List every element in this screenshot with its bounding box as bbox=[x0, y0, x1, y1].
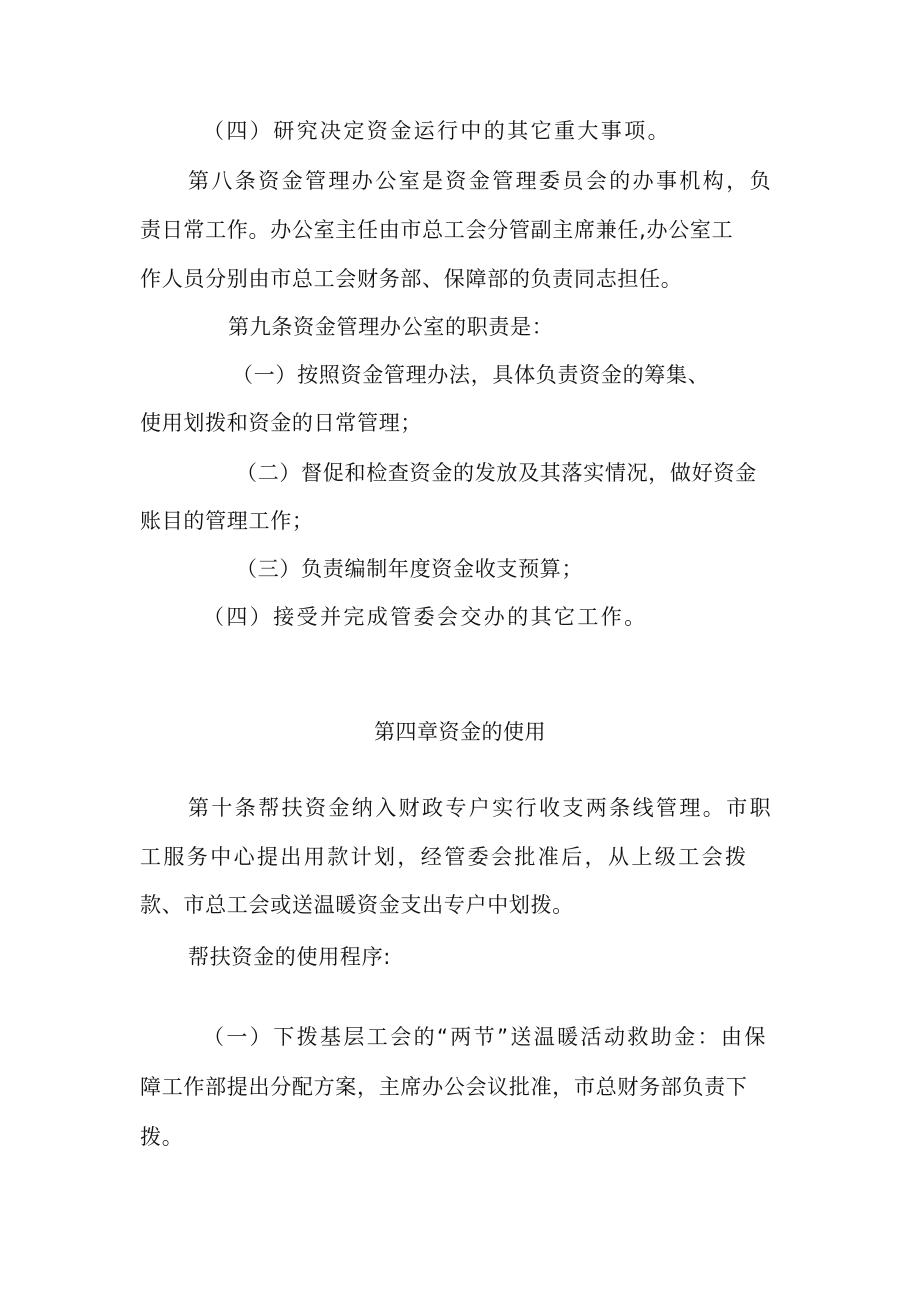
chapter-4-heading: 第四章资金的使用 bbox=[374, 720, 546, 744]
article-9-item-2-line-1: （二）督促和检查资金的发放及其落实情况，做好资金 bbox=[236, 461, 757, 485]
article-8-line-3: 作人员分别由市总工会财务部、保障部的负责同志担任。 bbox=[140, 267, 683, 291]
article-9-item-1-line-2: 使用划拨和资金的日常管理； bbox=[140, 411, 423, 435]
article-10-line-3: 款、市总工会或送温暖资金支出专户中划拨。 bbox=[140, 893, 574, 917]
article-9-title: 第九条资金管理办公室的职责是： bbox=[228, 315, 554, 339]
procedure-item-1-line-3: 拨。 bbox=[140, 1125, 184, 1149]
article-10-line-1: 第十条帮扶资金纳入财政专户实行收支两条线管理。市职 bbox=[188, 796, 773, 820]
article-9-item-1-line-1: （一）按照资金管理办法，具体负责资金的筹集、 bbox=[232, 363, 710, 387]
article-10-line-2: 工服务中心提出用款计划，经管委会批准后，从上级工会拨 bbox=[140, 845, 749, 869]
procedure-title: 帮扶资金的使用程序: bbox=[188, 945, 392, 969]
article-8-line-2: 责日常工作。办公室主任由市总工会分管副主席兼任,办公室工 bbox=[140, 218, 734, 242]
committee-item-4: （四）研究决定资金运行中的其它重大事项。 bbox=[203, 119, 671, 143]
article-9-item-3: （三）负责编制年度资金收支预算； bbox=[236, 557, 584, 581]
article-8-line-1: 第八条资金管理办公室是资金管理委员会的办事机构，负 bbox=[188, 169, 773, 193]
procedure-item-1-line-2: 障工作部提出分配方案，主席办公会议批准，市总财务部负责下 bbox=[140, 1075, 748, 1099]
procedure-item-1-line-1: （一）下拨基层工会的“两节”送温暖活动救助金：由保 bbox=[203, 1025, 768, 1049]
article-9-item-2-line-2: 账目的管理工作； bbox=[140, 509, 314, 533]
article-9-item-4: （四）接受并完成管委会交办的其它工作。 bbox=[203, 605, 648, 629]
